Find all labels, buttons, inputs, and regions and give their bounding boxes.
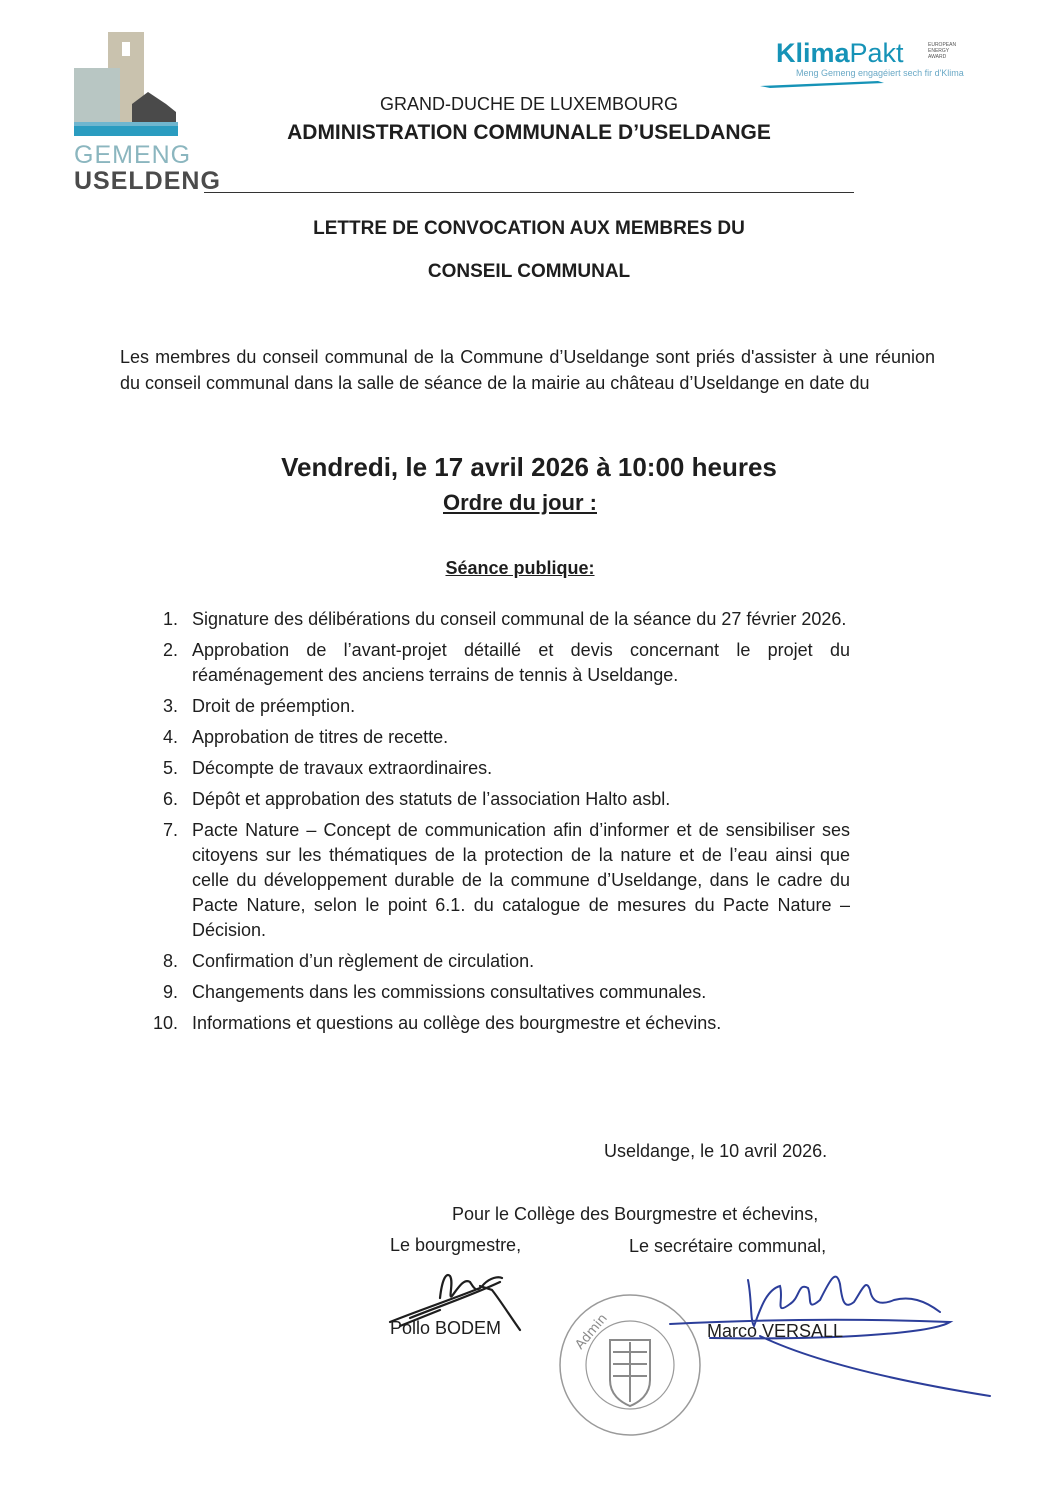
mayor-name: Pollo BODEM	[390, 1318, 502, 1338]
agenda-item-text: Droit de préemption.	[192, 696, 356, 716]
agenda-item-text: Décompte de travaux extraordinaires.	[192, 758, 493, 778]
agenda-item-number: 7.	[162, 820, 178, 840]
secretary-name: Marco VERSALL	[707, 1321, 844, 1341]
meeting-datetime: Vendredi, le 17 avril 2026 à 10:00 heures	[281, 452, 777, 482]
agenda-item-text: Confirmation d’un règlement de circulation.	[192, 951, 535, 971]
agenda-item-number: 9.	[162, 982, 178, 1002]
agenda-item-number: 10.	[152, 1013, 178, 1033]
agenda-list	[150, 607, 850, 1042]
agenda-item	[150, 1011, 850, 1036]
agenda-item	[150, 818, 850, 943]
agenda-item-text: Approbation de titres de recette.	[192, 727, 449, 747]
administration-heading: ADMINISTRATION COMMUNALE D’USELDANGE	[287, 121, 771, 144]
logo-line-2: USELDENG	[74, 167, 221, 195]
letter-title-line-1: LETTRE DE CONVOCATION AUX MEMBRES DU	[313, 218, 745, 239]
agenda-item-number: 4.	[162, 727, 178, 747]
agenda-item-number: 8.	[162, 951, 178, 971]
logo-wordmark	[74, 141, 221, 195]
agenda-item	[150, 787, 850, 812]
agenda-item	[150, 638, 850, 688]
letter-title-line-2: CONSEIL COMMUNAL	[427, 261, 631, 282]
agenda-item-number: 2.	[162, 640, 178, 660]
agenda-heading: Ordre du jour :	[443, 490, 597, 515]
country-heading: GRAND-DUCHE DE LUXEMBOURG	[379, 94, 679, 114]
agenda-item	[150, 694, 850, 719]
agenda-item-text: Approbation de l’avant-projet détaillé et devis concernant le projet du réaménagement des anciens terrains de tennis à Useldange.	[192, 640, 850, 685]
secretary-signature	[630, 1240, 1020, 1400]
agenda-item	[150, 725, 850, 750]
agenda-item-text: Pacte Nature – Concept de communication afin d’informer et de sensibiliser ses citoyens sur les thématiques de la protection de la nature et de l’eau ainsi que celle du développement durable de la commune d’Useldange, dans le cadre du Pacte Nature, selon le point 6.1. du catalogue de mesures du Pacte Nature – Décision.	[192, 820, 850, 940]
klimapakt-tagline: Meng Gemeng engagéiert sech fir d'Klima	[796, 68, 964, 78]
agenda-item	[150, 980, 850, 1005]
agenda-item-text: Informations et questions au collège des bourgmestre et échevins.	[192, 1013, 722, 1033]
agenda-item	[150, 949, 850, 974]
stamp-lettering: Admin	[572, 1311, 611, 1353]
agenda-item-number: 1.	[162, 609, 178, 629]
header-divider	[204, 192, 854, 193]
agenda-item-text: Signature des délibérations du conseil communal de la séance du 27 février 2026.	[192, 609, 847, 629]
logo-line-1: GEMENG	[74, 141, 192, 169]
klimapakt-swoosh-icon	[760, 78, 885, 90]
secretary-label: Le secrétaire communal,	[629, 1236, 827, 1256]
klimapakt-award: EUROPEAN ENERGY AWARD	[928, 42, 957, 60]
intro-paragraph: Les membres du conseil communal de la Commune d’Useldange sont priés d'assister à une réunion du conseil communal dans la salle de séance de la mairie au château d’Useldange en date du	[120, 347, 935, 393]
klimapakt-logo	[760, 38, 990, 98]
agenda-item-text: Changements dans les commissions consultatives communales.	[192, 982, 707, 1002]
klimapakt-brand-bold: Klima	[776, 38, 850, 68]
agenda-item-number: 3.	[162, 696, 178, 716]
mayor-label: Le bourgmestre,	[390, 1235, 522, 1255]
agenda-item	[150, 756, 850, 781]
agenda-item-number: 6.	[162, 789, 178, 809]
on-behalf-line: Pour le Collège des Bourgmestre et échevins,	[452, 1204, 819, 1224]
klimapakt-brand-light: Pakt	[849, 38, 904, 68]
session-heading: Séance publique:	[445, 558, 595, 578]
agenda-item-text: Dépôt et approbation des statuts de l’association Halto asbl.	[192, 789, 671, 809]
place-date: Useldange, le 10 avril 2026.	[604, 1141, 828, 1161]
klimapakt-brand	[776, 38, 904, 69]
agenda-item	[150, 607, 850, 632]
agenda-item-number: 5.	[162, 758, 178, 778]
